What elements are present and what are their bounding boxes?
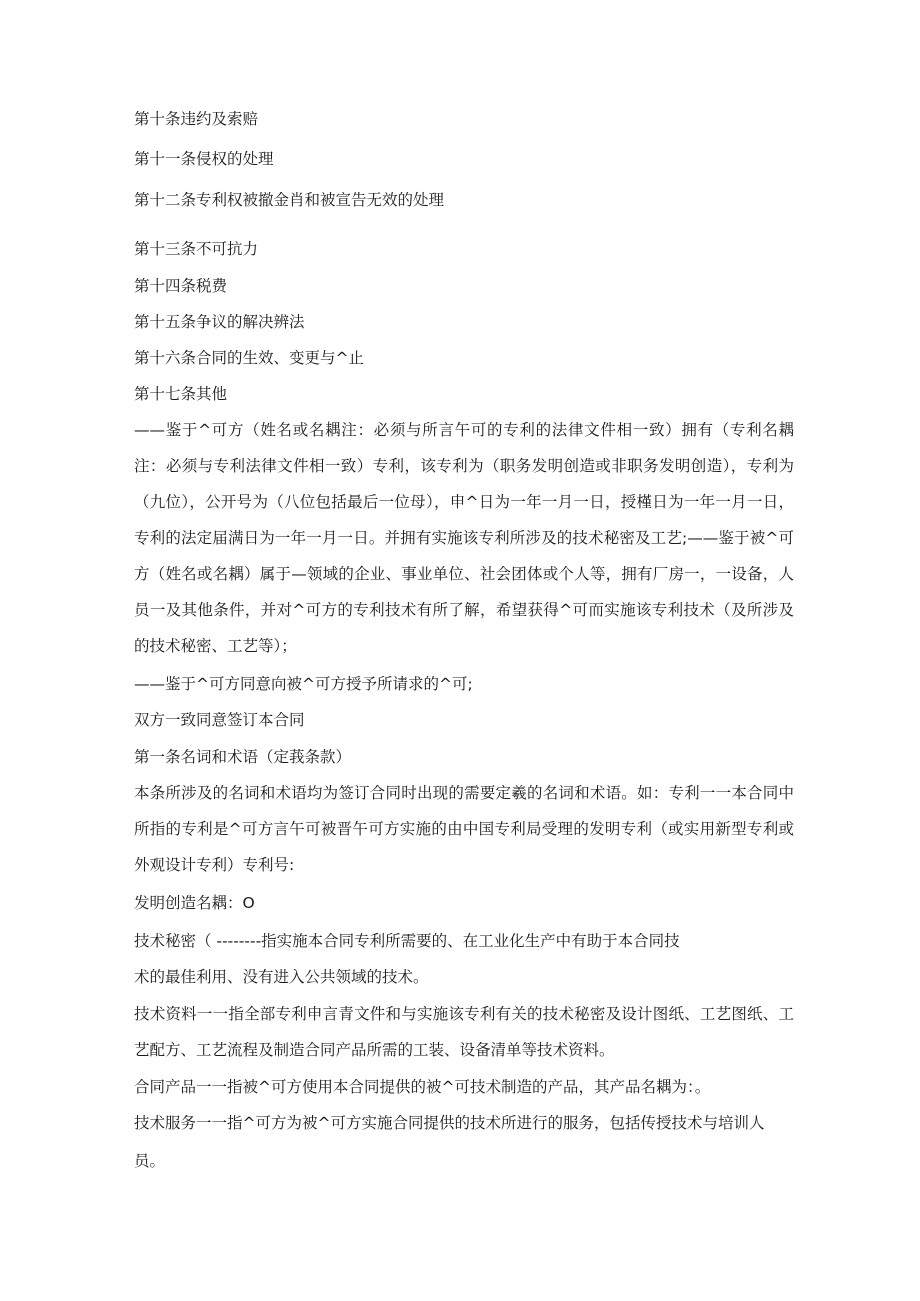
- article-12-heading: 第十二条专利权被撤金肖和被宣告无效的处理: [134, 191, 445, 209]
- article-13-heading: 第十三条不可抗力: [134, 240, 259, 258]
- recital-paragraph: ——鉴于^可方（姓名或名耦注：必须与所言午可的专利的法律文件相一致）拥有（专利名耦注：必须与专利法律文件相一致）专利，该专利为（职务发明创造或非职务发明创造），专利为（九位），公开号为（八位包括最后一位母），申^日为一年一月一日，授槿日为一年一月一日，专利的法定届满日为一年一月一日。并拥有实施该专利所涉及的技术秘密及工艺;——鉴于被^可方（姓名或名耦）属于—领域的企业、事业单位、社会团体或个人等，拥有厂房一，一设备，人员一及其他条件，并对^可方的专利技术有所了解，希望获得^可而实施该专利技术（及所涉及的技术秘密、工艺等）；: [134, 421, 794, 655]
- technical-service-line-1: 技术服务一一指^可方为被^可方实施合同提供的技术所进行的服务，包括传授技术与培训人: [134, 1114, 765, 1132]
- article-1-heading: 第一条名词和术语（定莪条款）: [134, 748, 352, 766]
- definitions-paragraph: 本条所涉及的名词和术语均为签订合同时出现的需要定羲的名词和术语。如：专利一一本合同中所指的专利是^可方言午可被晋午可方实施的由中国专利局受理的发明专利（或实用新型专利或外观设计专利）专利号:: [134, 784, 794, 874]
- invention-name-line: 发明创造名耦：O: [134, 894, 255, 912]
- contract-product-line: 合同产品一一指被^可方使用本合同提供的被^可技术制造的产品，其产品名耦为：。: [134, 1078, 711, 1096]
- recital-consent-line: ——鉴于^可方同意向被^可方授予所请求的^可;: [134, 675, 473, 693]
- article-11-heading: 第十一条侵权的处理: [134, 150, 274, 168]
- article-10-heading: 第十条违约及索赔: [134, 110, 259, 128]
- technical-data-paragraph: 技术资料一一指全部专利申言青文件和与实施该专利有关的技术秘密及设计图纸、工艺图纸、工艺配方、工艺流程及制造合同产品所需的工装、设备清单等技术资料。: [134, 1005, 794, 1059]
- article-16-heading: 第十六条合同的生效、变更与^止: [134, 349, 364, 367]
- article-15-heading: 第十五条争议的解决辨法: [134, 313, 305, 331]
- technical-service-line-2: 员。: [134, 1152, 166, 1170]
- technical-secret-line-1: 技术秘密（ --------指实施本合同专利所需要的、在工业化生产中有助于本合同技: [134, 932, 680, 950]
- technical-secret-line-2: 术的最佳利用、没有进入公共领域的技术。: [134, 968, 429, 986]
- agreement-statement: 双方一致同意签订本合同: [134, 711, 305, 729]
- article-14-heading: 第十四条税费: [134, 277, 228, 295]
- article-17-heading: 第十七条其他: [134, 385, 228, 403]
